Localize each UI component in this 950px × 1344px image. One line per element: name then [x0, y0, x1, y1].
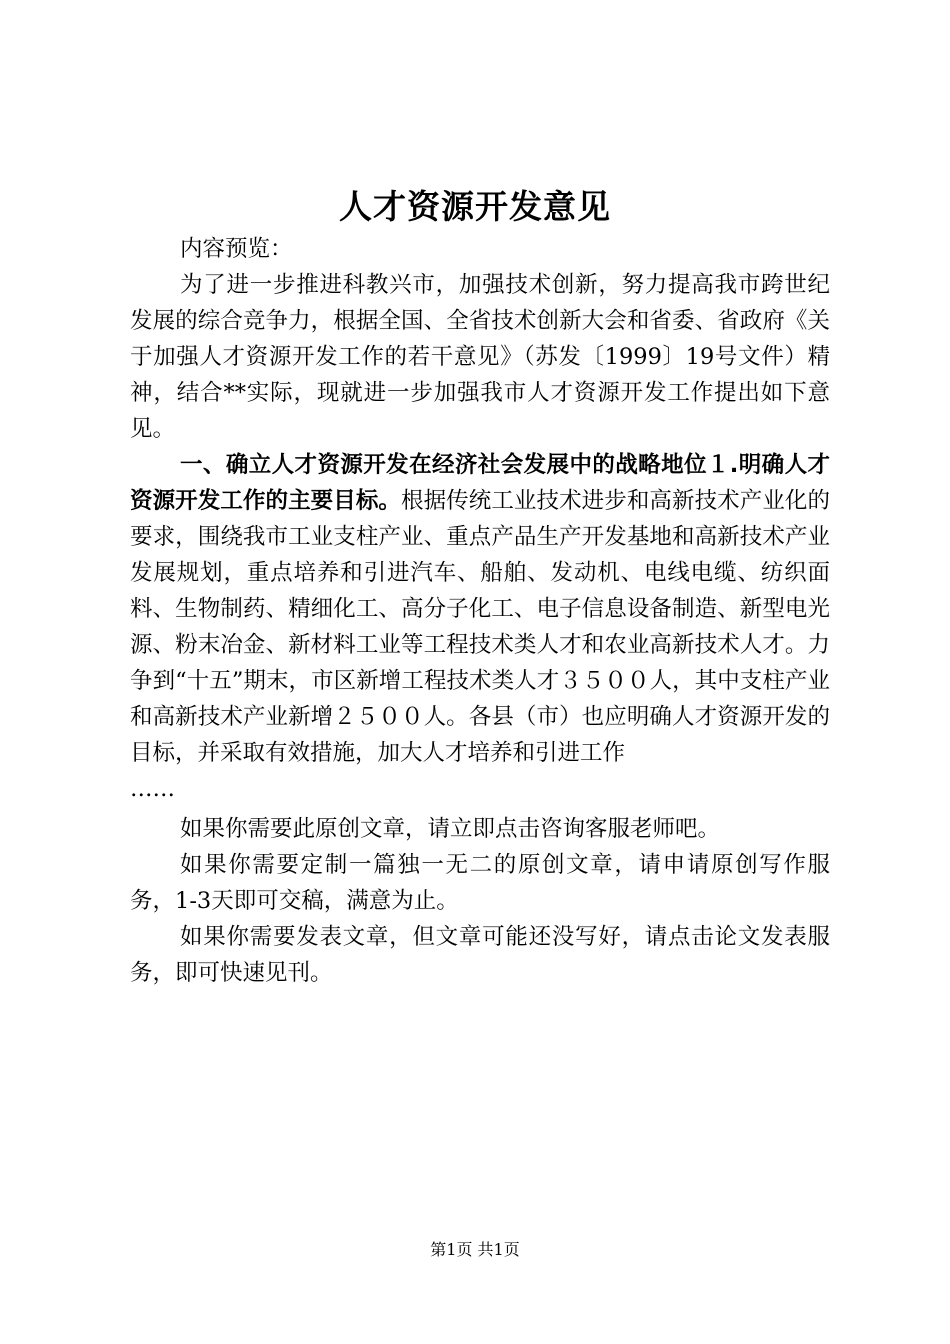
preview-label: 内容预览：	[180, 236, 293, 262]
document-body	[130, 231, 830, 991]
note-custom-writing: 如果你需要定制一篇独一无二的原创文章，请申请原创写作服务，1-3天即可交稿，满意为止。	[130, 852, 830, 914]
ellipsis: ……	[130, 776, 175, 802]
section-heading: 一、确立人才资源开发在经济社会发展中的战略地位１.明确人才资源开发工作的主要目标。	[130, 452, 830, 514]
notes-section	[130, 811, 830, 991]
page-footer: 第1页 共1页	[430, 1240, 520, 1259]
note-consult: 如果你需要此原创文章，请立即点击咨询客服老师吧。	[180, 816, 721, 842]
document-title: 人才资源开发意见	[339, 187, 611, 226]
intro-paragraph: 为了进一步推进科教兴市，加强技术创新，努力提高我市跨世纪发展的综合竞争力，根据全国、全省技术创新大会和省委、省政府《关于加强人才资源开发工作的若干意见》（苏发〔1999〕19号文件）精神，结合**实际，现就进一步加强我市人才资源开发工作提出如下意见。	[130, 272, 830, 442]
section-body: 根据传统工业技术进步和高新技术产业化的要求，围绕我市工业支柱产业、重点产品生产开发基地和高新技术产业发展规划，重点培养和引进汽车、船舶、发动机、电线电缆、纺织面料、生物制药、精细化工、高分子化工、电子信息设备制造、新型电光源、粉末冶金、新材料工业等工程技术类人才和农业高新技术人才。力争到“十五”期末，市区新增工程技术类人才３５００人，其中支柱产业和高新技术产业新增２５００人。各县（市）也应明确人才资源开发的目标，并采取有效措施，加大人才培养和引进工作	[130, 488, 830, 766]
section-paragraph	[130, 447, 830, 771]
note-publishing: 如果你需要发表文章，但文章可能还没写好，请点击论文发表服务，即可快速见刊。	[130, 924, 830, 986]
